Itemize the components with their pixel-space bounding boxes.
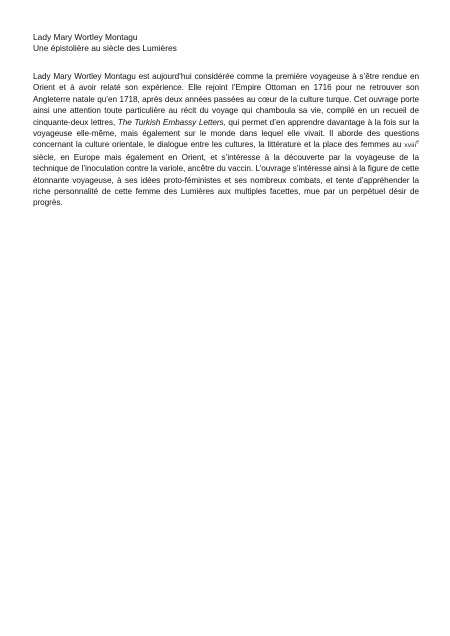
paragraph-part-2: qui permet d’en apprendre davantage à la fois sur la voyageuse elle-même, mais également sur le monde dans lequel elle vivait. Il aborde des questions concernant la culture orientale, le dialogue entre les cultures, la littérature et la place des femmes au xyxy=(33,117,419,150)
document-subtitle: Une épistolière au siècle des Lumières xyxy=(33,43,177,53)
paragraph-part-1: Lady Mary Wortley Montagu est aujourd’hui considérée comme la première voyageuse à s’être rendue en Orient et à avoir relaté son expérience. Elle rejoint l’Empire Ottoman en 1716 pour ne retrouver son Angleterre natale qu’en 1718, après deux années passées au cœur de la culture turque. Cet ouvrage porte ainsi une attention toute particulière au récit du voyage qui chamboula sa vie, compilé en un recueil de cinquante-deux lettres, xyxy=(33,72,419,127)
book-title: The Turkish Embassy Letters, xyxy=(117,117,226,127)
document-header xyxy=(33,32,423,54)
summary-paragraph xyxy=(33,71,419,209)
century-suffix: e xyxy=(416,139,419,146)
century-numeral: xviii xyxy=(404,142,417,150)
document-title: Lady Mary Wortley Montagu xyxy=(33,32,138,42)
paragraph-part-3: siècle, en Europe mais également en Orient, et s’intéresse à la découverte par la voyageuse de la technique de l’inoculation contre la variole, ancêtre du vaccin. L’ouvrage s’intéresse ainsi à la figure de cette étonnante voyageuse, à ses idées proto-féministes et ses nombreux combats, et tente d’appréhender la riche personnalité de cette femme des Lumières aux multiples facettes, mue par un perpétuel désir de progrès. xyxy=(33,152,419,208)
document-body xyxy=(33,71,419,209)
